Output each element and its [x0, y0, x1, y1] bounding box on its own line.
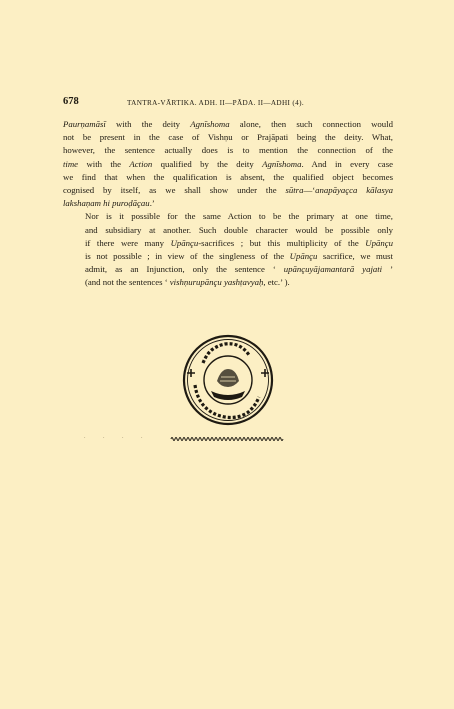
italic-term: sūtra [285, 185, 304, 196]
ornamental-rule [170, 434, 285, 444]
italic-term: Paurṇamāsī [63, 119, 106, 129]
text-run: (and not the sentences ‘ [85, 277, 170, 288]
library-seal-stamp-icon [181, 333, 275, 427]
text-line [63, 171, 393, 184]
italic-term: lakshaṇam hi puroḍāçau [63, 198, 150, 209]
faint-dots: . . . . [84, 434, 151, 440]
text-run: qualified by the deity [152, 158, 263, 169]
text-line [63, 250, 393, 263]
italic-term: Upānçu [365, 237, 393, 248]
text-run: if there were many [85, 237, 171, 248]
page-body [63, 118, 393, 290]
text-run: . And in every case [301, 158, 393, 169]
text-line [63, 263, 393, 276]
text-run: we find that when the qualification is absent, the qualified object becomes [63, 171, 393, 182]
text-line [63, 237, 393, 250]
text-run: -sacrifices ; but this multiplicity of the [198, 237, 366, 248]
text-line [63, 144, 393, 157]
text-line [63, 131, 393, 144]
text-run: admit, as an Injunction, only the sentence ‘ [85, 264, 284, 275]
text-line [63, 158, 393, 171]
text-line [63, 197, 393, 210]
italic-term: Agnīshoma [262, 158, 302, 169]
text-line [63, 276, 393, 289]
text-run: with the [78, 158, 130, 169]
text-run: ’ [382, 264, 393, 275]
italic-term: Agnīshoma [190, 119, 230, 129]
text-line [63, 210, 393, 223]
text-run: , etc.’ ). [263, 277, 290, 288]
text-run: .’ [149, 198, 155, 209]
italic-term: vishṇurupānçu yashṭavyaḥ [169, 277, 264, 288]
text-run: sacrifice, we must [317, 251, 393, 262]
italic-term: Action [129, 158, 153, 169]
text-run: and subsidiary at another. Such double character would be possible only [85, 224, 393, 235]
page-number: 678 [63, 96, 79, 107]
running-title: TANTRA-VĀRTIKA. ADH. II—PĀDA. II—ADHI (4). [127, 99, 304, 107]
text-line [63, 118, 393, 131]
text-line [63, 184, 393, 197]
text-run: with the deity [105, 119, 191, 129]
paragraph-2 [63, 210, 393, 289]
text-run: cognised by itself, as we shall show under the [63, 185, 286, 196]
text-run: Nor is it possible for the same Action to be the primary at one time, [85, 211, 393, 222]
italic-term: anapāyaçca kālasya [315, 185, 393, 196]
text-run: is not possible ; in view of the singleness of the [85, 251, 290, 262]
italic-term: Upānçu [170, 237, 199, 248]
text-run: —‘ [303, 185, 316, 196]
italic-term: upānçuyājamantarā yajati [283, 264, 383, 275]
text-run: however, the sentence actually does is to mention the connection of the [63, 145, 393, 156]
text-run: not be present in the case of Vishṇu or Prajāpati being the deity. What, [63, 132, 393, 143]
paragraph-1 [63, 118, 393, 210]
italic-term: Upānçu [289, 251, 318, 262]
text-run: alone, then such connection would [229, 119, 393, 129]
text-line [63, 224, 393, 237]
italic-term: time [63, 158, 79, 169]
